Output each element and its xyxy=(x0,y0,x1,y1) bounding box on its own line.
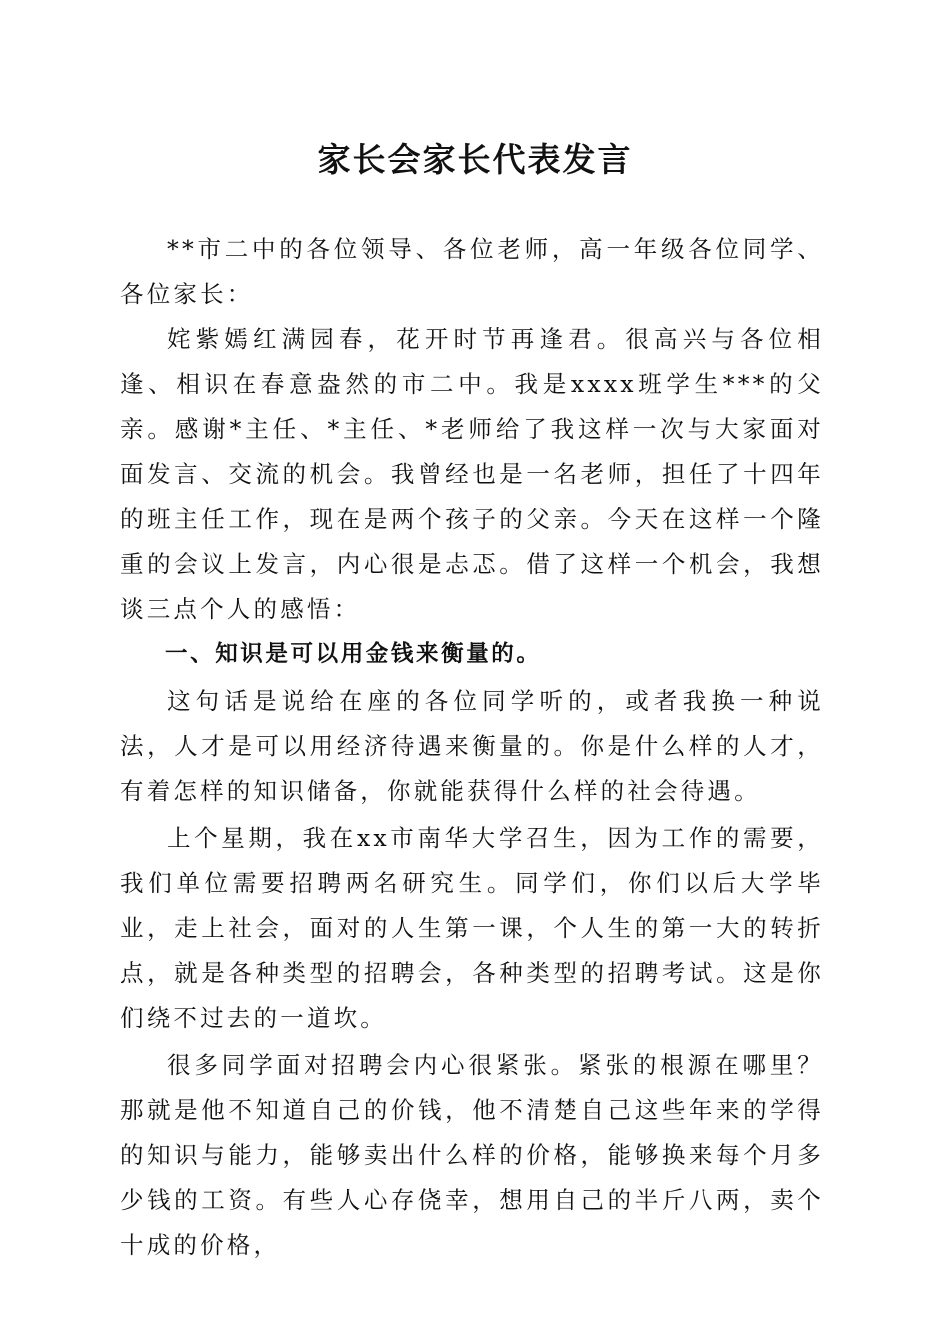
section-heading: 一、知识是可以用金钱来衡量的。 xyxy=(165,641,542,667)
document-title: 家长会家长代表发言 xyxy=(317,140,633,179)
document-body xyxy=(120,227,824,1268)
section-paragraph: 上个星期，我在xx市南华大学召生，因为工作的需要，我们单位需要招聘两名研究生。同学们，你们以后大学毕业，走上社会，面对的人生第一课，个人生的第一大的转折点，就是各种类型的招聘会，各种类型的招聘考试。这是你们绕不过去的一道坎。 xyxy=(120,824,824,1032)
section-paragraph: 这句话是说给在座的各位同学听的，或者我换一种说法，人才是可以用经济待遇来衡量的。你是什么样的人才，有着怎样的知识储备，你就能获得什么样的社会待遇。 xyxy=(120,687,824,805)
salutation: **市二中的各位领导、各位老师，高一年级各位同学、各位家长： xyxy=(120,235,824,308)
section-paragraph: 很多同学面对招聘会内心很紧张。紧张的根源在哪里？那就是他不知道自己的价钱，他不清楚自己这些年来的学得的知识与能力，能够卖出什么样的价格，能够换来每个月多少钱的工资。有些人心存侥幸，想用自己的半斤八两，卖个十成的价格， xyxy=(120,1051,824,1259)
intro-paragraph: 姹紫嫣红满园春，花开时节再逢君。很高兴与各位相逢、相识在春意盎然的市二中。我是xxxx班学生***的父亲。感谢*主任、*主任、*老师给了我这样一次与大家面对面发言、交流的机会。我曾经也是一名老师，担任了十四年的班主任工作，现在是两个孩子的父亲。今天在这样一个隆重的会议上发言，内心很是忐忑。借了这样一个机会，我想谈三点个人的感悟： xyxy=(120,325,824,623)
